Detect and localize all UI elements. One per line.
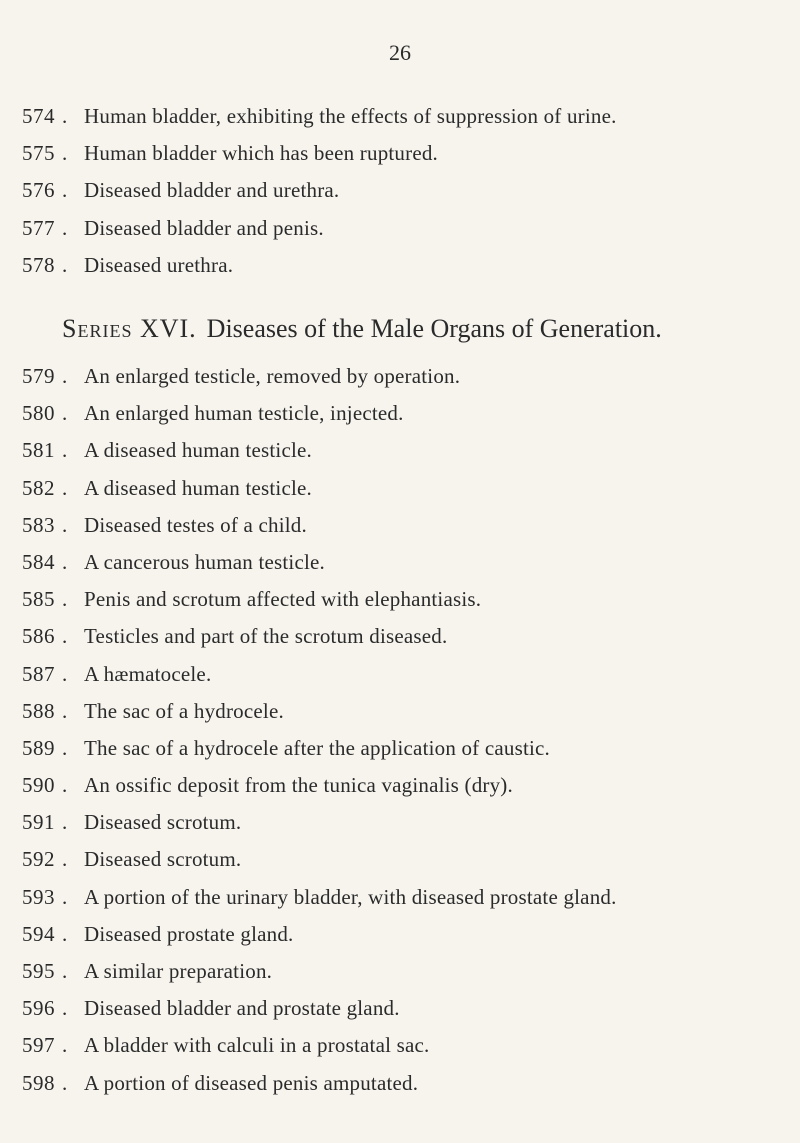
entry-number: 582 — [22, 475, 55, 500]
catalogue-entry: 584 . A cancerous human testicle. — [22, 549, 325, 574]
catalogue-entry: 576 . Diseased bladder and urethra. — [22, 178, 340, 203]
entry-text: Diseased bladder and penis. — [84, 215, 324, 240]
entry-number: 596 — [22, 996, 55, 1021]
entry-number: 576 — [22, 178, 55, 203]
entry-number: 586 — [22, 624, 55, 649]
entry-text: A bladder with calculi in a prostatal sac. — [84, 1033, 430, 1058]
catalogue-entry: 579 . An enlarged testicle, removed by operation. — [22, 364, 461, 388]
catalogue-entry: 586 . Testicles and part of the scrotum diseased. — [22, 624, 448, 649]
entry-number: 578 — [22, 252, 55, 277]
entry-text: Diseased bladder and prostate gland. — [84, 996, 400, 1021]
entry-text: Diseased bladder and urethra. — [84, 178, 340, 203]
entry-number: 585 — [22, 587, 55, 612]
catalogue-entry: 589 . The sac of a hydrocele after the application of caustic. — [22, 735, 550, 760]
entry-number: 579 — [22, 364, 55, 388]
catalogue-entry: 591 . Diseased scrotum. — [22, 810, 242, 835]
entry-text: An enlarged human testicle, injected. — [84, 401, 404, 426]
entry-text: A similar preparation. — [84, 959, 273, 983]
entry-text: A portion of the urinary bladder, with diseased prostate gland. — [84, 884, 617, 909]
entry-number: 580 — [22, 401, 55, 426]
entry-number: 587 — [22, 661, 55, 686]
entry-number: 589 — [22, 735, 55, 760]
entry-number: 593 — [22, 884, 55, 909]
entry-text: Penis and scrotum affected with elephantiasis. — [84, 587, 482, 612]
catalogue-entry: 575 . Human bladder which has been ruptured. — [22, 141, 438, 166]
entry-text: Diseased scrotum. — [84, 810, 242, 835]
entry-text: Diseased testes of a child. — [84, 512, 307, 537]
catalogue-entry: 588 . The sac of a hydrocele. — [22, 698, 284, 723]
entry-number: 590 — [22, 773, 55, 798]
catalogue-entry: 582 . A diseased human testicle. — [22, 475, 312, 500]
entry-text: Human bladder, exhibiting the effects of suppression of urine. — [84, 104, 617, 128]
catalogue-entry: 594 . Diseased prostate gland. — [22, 921, 294, 946]
entry-number: 592 — [22, 847, 55, 872]
catalogue-entry: 592 . Diseased scrotum. — [22, 847, 242, 872]
entry-number: 584 — [22, 549, 55, 574]
entry-text: The sac of a hydrocele. — [84, 698, 284, 723]
entry-number: 598 — [22, 1070, 55, 1095]
entry-number: 574 — [22, 104, 55, 128]
entry-text: A hæmatocele. — [84, 661, 212, 686]
entry-number: 595 — [22, 959, 55, 983]
catalogue-entry: 595 . A similar preparation. — [22, 959, 273, 983]
entry-text: An enlarged testicle, removed by operation. — [84, 364, 461, 388]
entry-text: Diseased prostate gland. — [84, 921, 294, 946]
catalogue-entry: 580 . An enlarged human testicle, injected. — [22, 401, 404, 426]
catalogue-entry: 596 . Diseased bladder and prostate gland. — [22, 996, 400, 1021]
entry-number: 591 — [22, 810, 55, 835]
entry-text: An ossific deposit from the tunica vaginalis (dry). — [84, 773, 513, 798]
catalogue-entry: 593 . A portion of the urinary bladder, with diseased prostate gland. — [22, 884, 617, 909]
entry-number: 575 — [22, 141, 55, 166]
entry-text: A portion of diseased penis amputated. — [84, 1070, 419, 1095]
catalogue-entry: 581 . A diseased human testicle. — [22, 438, 312, 463]
entry-text: Human bladder which has been ruptured. — [84, 141, 438, 166]
catalogue-list-after — [22, 364, 792, 1108]
catalogue-entry: 598 . A portion of diseased penis amputated. — [22, 1070, 419, 1095]
entry-number: 577 — [22, 215, 55, 240]
entry-number: 597 — [22, 1033, 55, 1058]
entry-number: 583 — [22, 512, 55, 537]
entry-text: A diseased human testicle. — [84, 438, 312, 463]
catalogue-entry: 577 . Diseased bladder and penis. — [22, 215, 324, 240]
series-label: Series XVI. — [62, 314, 197, 343]
catalogue-entry: 590 . An ossific deposit from the tunica vaginalis (dry). — [22, 773, 513, 798]
entry-text: Diseased scrotum. — [84, 847, 242, 872]
catalogue-entry: 585 . Penis and scrotum affected with elephantiasis. — [22, 587, 482, 612]
catalogue-entry: 578 . Diseased urethra. — [22, 252, 234, 277]
entry-text: A diseased human testicle. — [84, 475, 312, 500]
entry-text: The sac of a hydrocele after the application of caustic. — [84, 735, 550, 760]
page-number: 26 — [389, 40, 411, 65]
catalogue-entry: 574 . Human bladder, exhibiting the effects of suppression of urine. — [22, 104, 617, 128]
entry-text: Testicles and part of the scrotum diseased. — [84, 624, 448, 649]
catalogue-entry: 587 . A hæmatocele. — [22, 661, 212, 686]
catalogue-entry: 583 . Diseased testes of a child. — [22, 512, 307, 537]
entry-number: 581 — [22, 438, 55, 463]
entry-text: A cancerous human testicle. — [84, 549, 325, 574]
series-heading — [62, 314, 792, 344]
entry-text: Diseased urethra. — [84, 252, 234, 277]
catalogue-list-before — [22, 104, 792, 290]
catalogue-entry: 597 . A bladder with calculi in a prostatal sac. — [22, 1033, 430, 1058]
entry-number: 594 — [22, 921, 55, 946]
entry-number: 588 — [22, 698, 55, 723]
series-title: Diseases of the Male Organs of Generation. — [206, 314, 662, 343]
